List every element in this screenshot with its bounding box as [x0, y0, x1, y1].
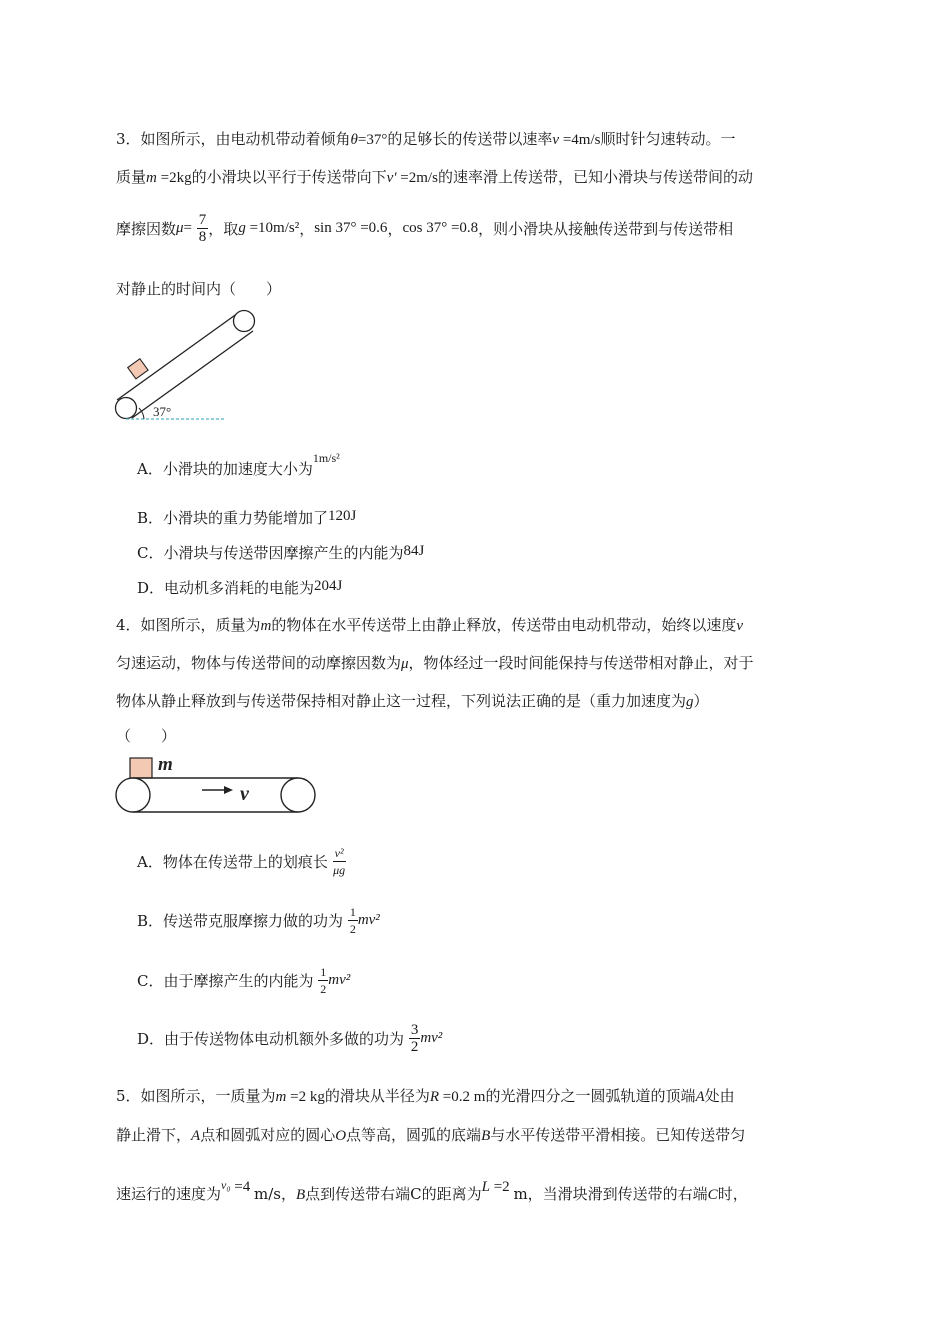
- three-halves-fraction: $\frac{3}{2}$: [410, 1022, 419, 1055]
- q3-line-2: 质量m =2kg的小滑块以平行于传送带向下v′ =2m/s的速率滑上传送带，已知小滑块与传送带间的动: [116, 168, 753, 186]
- velocity-label: v: [240, 783, 249, 805]
- q3-line-1: 3．如图所示，由电动机带动着倾角θ=37°的足够长的传送带以速率v =4m/s顺时针匀速转动。一: [116, 130, 736, 148]
- q4-line-1: 4．如图所示，质量为m的物体在水平传送带上由静止释放，传送带由电动机带动，始终以速度v: [116, 616, 744, 634]
- q4-line-3: 物体从静止释放到与传送带保持相对静止这一过程，下列说法正确的是（重力加速度为g）: [116, 692, 709, 710]
- q5-line-1: 5．如图所示，一质量为m =2 kg的滑块从半径为R =0.2 m的光滑四分之一圆弧轨道的顶端A处由: [116, 1087, 735, 1105]
- q5-line-3: 速运行的速度为$^{v_0}$ =4 m/s，B点到传送带右端C的距离为L =2 m，当滑块滑到传送带的右端C时，: [116, 1178, 748, 1203]
- left-roller: [116, 778, 150, 812]
- angle-label: 37°: [153, 404, 172, 419]
- q3-option-b[interactable]: B．小滑块的重力势能增加了120J: [137, 508, 357, 527]
- mass-label: m: [158, 754, 173, 775]
- mu-fraction: $\frac{7}{8}$: [198, 212, 207, 245]
- upper-roller: [234, 311, 255, 332]
- q3-incline-figure: [110, 305, 270, 427]
- half-fraction: $\frac{1}{2}$: [320, 965, 327, 996]
- q3-option-d[interactable]: D．电动机多消耗的电能为204J: [137, 578, 343, 597]
- q4-line-4: （ ）: [116, 727, 177, 745]
- mass-block: [130, 758, 152, 778]
- half-fraction: $\frac{1}{2}$: [349, 905, 356, 936]
- belt-top-line: [117, 313, 238, 400]
- q4-option-b[interactable]: B．传送带克服摩擦力做的功为 $\frac{1}{2}$ mv²: [137, 905, 380, 936]
- q3-line-3: 摩擦因数μ= $\frac{7}{8}$ ，取g =10m/s²，sin 37° =0.6，cos 37° =0.8，则小滑块从接触传送带到与传送带相: [116, 212, 734, 245]
- belt-bottom-line: [132, 331, 253, 418]
- q4-conveyor-figure: [112, 750, 322, 818]
- q4-option-a[interactable]: A．物体在传送带上的划痕长 $\frac{\text{v²}}{\mu g}$: [137, 846, 346, 877]
- q3-option-c[interactable]: C．小滑块与传送带因摩擦产生的内能为84J: [137, 543, 425, 562]
- q3-line-4: 对静止的时间内（ ）: [116, 280, 282, 298]
- q4-line-2: 匀速运动，物体与传送带间的动摩擦因数为μ，物体经过一段时间能保持与传送带相对静止，对于: [116, 654, 754, 672]
- trace-length-fraction: $\frac{\text{v²}}{\mu g}$: [333, 846, 346, 877]
- right-roller: [281, 778, 315, 812]
- q5-line-2: 静止滑下，A点和圆弧对应的圆心O点等高，圆弧的底端B与水平传送带平滑相接。已知传送带匀: [116, 1126, 746, 1144]
- slider-block: [128, 359, 148, 379]
- q3-option-a[interactable]: A．小滑块的加速度大小为$^{1m/s^2}$: [137, 451, 340, 478]
- velocity-arrowhead: [224, 786, 233, 794]
- lower-roller: [116, 398, 137, 419]
- q4-option-c[interactable]: C．由于摩擦产生的内能为 $\frac{1}{2}$ mv²: [137, 965, 351, 996]
- q4-option-d[interactable]: D．由于传送物体电动机额外多做的功为 $\frac{3}{2}$ mv²: [137, 1022, 443, 1055]
